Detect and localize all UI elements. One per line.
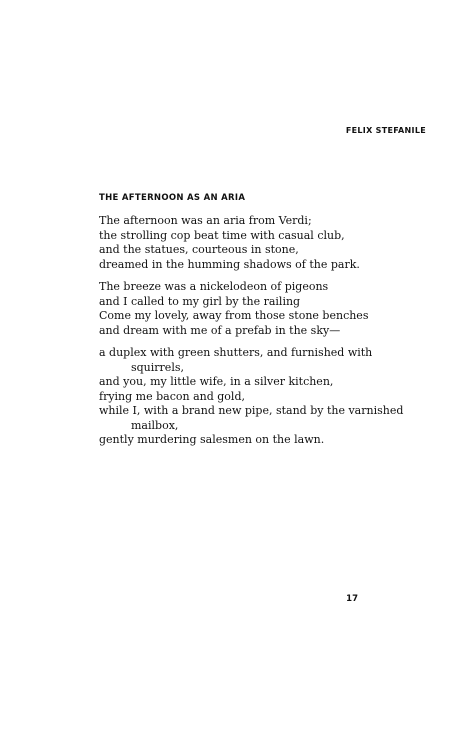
poem-line: The breeze was a nickelodeon of pigeons — [99, 280, 329, 293]
poem-line: gently murdering salesmen on the lawn. — [99, 433, 325, 446]
poem-line: The afternoon was an aria from Verdi; — [99, 214, 312, 227]
poem-line: and the statues, courteous in stone, — [99, 243, 299, 256]
poem-line-continuation: squirrels, — [131, 360, 184, 374]
poem-line: and I called to my girl by the railing — [99, 294, 301, 308]
running-header-author: FELIX STEFANILE — [345, 126, 426, 135]
stanza-3 — [99, 346, 439, 448]
stanza-1 — [99, 214, 439, 272]
poem-line-continuation: mailbox, — [131, 418, 179, 432]
poem-line: the strolling cop beat time with casual club, — [99, 228, 345, 242]
poem-title: THE AFTERNOON AS AN ARIA — [99, 193, 246, 203]
poem-line: while I, with a brand new pipe, stand by the varnished — [99, 404, 404, 417]
page-number: 17 — [346, 594, 358, 604]
poem-line: and you, my little wife, in a silver kitchen, — [99, 375, 334, 388]
poem-line: and dream with me of a prefab in the sky— — [99, 323, 341, 337]
poem-line: Come my lovely, away from those stone benches — [99, 309, 369, 322]
poem-line: a duplex with green shutters, and furnished with — [99, 346, 373, 359]
stanza-2 — [99, 280, 439, 338]
poem-body — [99, 214, 439, 456]
poem-line: frying me bacon and gold, — [99, 389, 245, 403]
poem-line: dreamed in the humming shadows of the park. — [99, 257, 360, 271]
